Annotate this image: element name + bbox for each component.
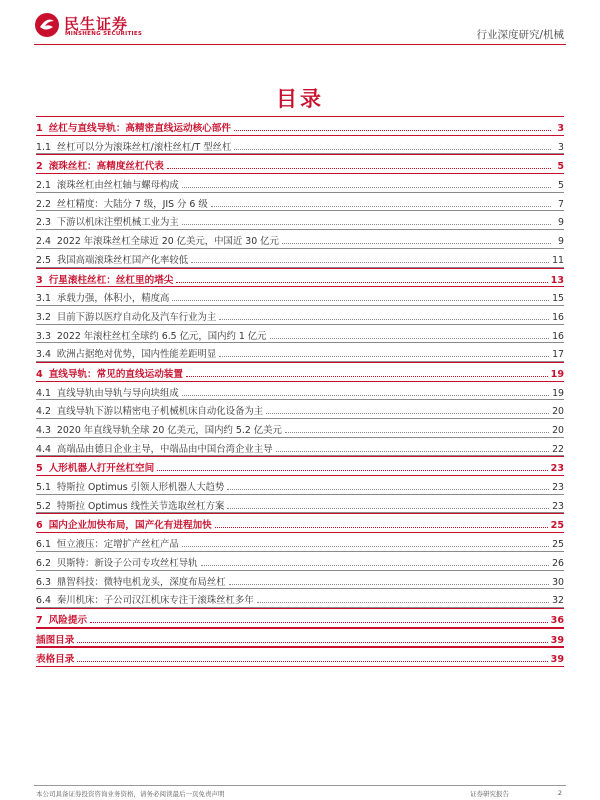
toc-number: 3.1 [36, 293, 51, 305]
toc-section-link[interactable] [36, 154, 564, 174]
toc-number: 2.5 [36, 254, 51, 266]
toc-section-link[interactable] [36, 628, 564, 648]
toc-leader-dots [176, 282, 547, 283]
toc-leader-dots [257, 602, 549, 603]
toc-page-number: 25 [550, 520, 564, 532]
toc-number: 7 [36, 614, 43, 626]
toc-number: 2.4 [36, 236, 51, 248]
toc-subsection-link[interactable] [36, 533, 564, 552]
toc-title: 丝杠与直线导轨：高精密直线运动核心部件 [48, 123, 231, 134]
toc-number: 4.1 [36, 387, 51, 399]
toc-page-number: 15 [552, 293, 564, 305]
toc-subsection-link[interactable] [36, 287, 564, 306]
toc-subsection-link[interactable] [36, 343, 564, 362]
toc-page-number: 39 [550, 634, 564, 646]
toc-number: 5.2 [36, 500, 51, 512]
toc-title: 我国高端滚珠丝杠国产化率较低 [56, 254, 189, 266]
toc-subsection-link[interactable] [36, 230, 564, 249]
toc-section-link[interactable] [36, 608, 564, 628]
toc-section-link[interactable] [36, 647, 564, 667]
toc-page-number: 9 [558, 236, 564, 248]
toc-subsection-link[interactable] [36, 552, 564, 571]
toc-leader-dots [201, 565, 550, 566]
toc-number: 6.4 [36, 595, 51, 607]
toc-title: 欧洲占据绝对优势，国内性能差距明显 [56, 349, 217, 361]
toc-page-number: 5 [557, 161, 564, 173]
toc-title: 2020 年直线导轨全球 20 亿美元，国内约 5.2 亿美元 [56, 425, 282, 436]
toc-subsection-link[interactable] [36, 211, 564, 230]
toc-page-number: 39 [550, 654, 564, 666]
toc-leader-dots [282, 243, 551, 244]
toc-number: 5 [36, 463, 43, 475]
brand-name-en: MINSHENG SECURITIES [65, 31, 143, 37]
company-logo [34, 12, 194, 42]
toc-page-number: 3 [558, 141, 564, 153]
toc-title: 丝杠精度：大陆分 7 级，JIS 分 6 级 [56, 198, 208, 210]
toc-page-number: 32 [552, 595, 564, 607]
toc-title: 高端品由德日企业主导，中端品由中国台湾企业主导 [56, 443, 273, 455]
toc-leader-dots [167, 168, 551, 169]
toc-number: 6 [36, 520, 43, 532]
toc-section-link[interactable] [36, 362, 564, 382]
toc-subsection-link[interactable] [36, 495, 564, 514]
toc-title: 行星滚柱丝杠：丝杠里的塔尖 [48, 274, 174, 286]
toc-title: 国内企业加快布局，国产化有进程加快 [48, 520, 212, 532]
toc-number: 3.4 [36, 349, 51, 361]
toc-leader-dots [211, 206, 551, 207]
toc-subsection-link[interactable] [36, 174, 564, 193]
toc-leader-dots [77, 661, 547, 662]
toc-leader-dots [182, 395, 549, 396]
toc-subsection-link[interactable] [36, 438, 564, 457]
toc-title: 直线导轨由导轨与导向块组成 [56, 387, 179, 399]
footer-divider [34, 785, 566, 786]
toc-page-number: 23 [550, 463, 564, 475]
toc-leader-dots [285, 432, 549, 433]
toc-title: 滚珠丝杠：高精度丝杠代表 [48, 161, 164, 173]
toc-title: 直线导轨：常见的直线运动装置 [48, 368, 183, 380]
toc-subsection-link[interactable] [36, 249, 564, 268]
toc-number: 4 [36, 368, 43, 380]
toc-number: 1.1 [36, 141, 51, 153]
toc-number: 3.3 [36, 330, 51, 342]
toc-title: 2022 年滚柱丝杠全球约 6.5 亿元，国内约 1 亿元 [56, 330, 267, 342]
toc-page-number: 23 [552, 482, 564, 494]
toc-page-number: 19 [550, 368, 564, 380]
toc-leader-dots [270, 338, 550, 339]
toc-number: 3.2 [36, 311, 51, 323]
toc-leader-dots [90, 622, 548, 623]
toc-page-number: 25 [552, 539, 564, 551]
toc-leader-dots [219, 356, 549, 357]
toc-number: 4.4 [36, 443, 51, 455]
toc-page-number: 9 [558, 217, 564, 229]
toc-page-number: 11 [552, 254, 564, 266]
header-divider [34, 44, 566, 45]
toc-leader-dots [215, 527, 548, 528]
toc-title: 恒立液压：定增扩产丝杠产品 [56, 539, 179, 551]
toc-title: 承载力强，体积小，精度高 [56, 293, 170, 305]
toc-page-number: 13 [550, 274, 564, 286]
toc-title: 贝斯特：新设子公司专攻丝杠导轨 [56, 557, 198, 569]
toc-leader-dots [182, 224, 551, 225]
toc-subsection-link[interactable] [36, 476, 564, 495]
toc-leader-dots [234, 130, 551, 131]
toc-page-number: 30 [552, 576, 564, 588]
toc-page-number: 20 [552, 406, 564, 418]
toc-title: 表格目录 [36, 654, 75, 666]
toc-section-link[interactable] [36, 456, 564, 476]
toc-number: 1 [36, 123, 43, 134]
toc-leader-dots [182, 546, 549, 547]
toc-number: 4.3 [36, 425, 51, 436]
toc-page-number: 36 [550, 614, 564, 626]
toc-leader-dots [77, 642, 547, 643]
toc-page-number: 22 [552, 443, 564, 455]
toc-title: 秦川机床：子公司汉江机床专注于滚珠丝杠多年 [56, 595, 254, 607]
toc-section-link[interactable] [36, 116, 564, 136]
toc-leader-dots [157, 470, 547, 471]
toc-subsection-link[interactable] [36, 306, 564, 325]
page-title: 目录 [276, 87, 324, 111]
toc-number: 4.2 [36, 406, 51, 418]
toc-page-number: 3 [557, 123, 564, 134]
toc-title: 鼎智科技：微特电机龙头，深度布局丝杠 [56, 576, 226, 588]
toc-title: 丝杠可以分为滚珠丝杠/滚柱丝杠/T 型丝杠 [56, 141, 232, 153]
toc-number: 6.2 [36, 557, 51, 569]
toc-page-number: 5 [558, 180, 564, 192]
toc-subsection-link[interactable] [36, 419, 564, 438]
toc-page-number: 20 [552, 425, 564, 436]
minsheng-logo-icon [34, 12, 60, 38]
toc-title: 人形机器人打开丝杠空间 [48, 463, 155, 475]
toc-leader-dots [227, 489, 549, 490]
toc-leader-dots [229, 584, 549, 585]
toc-page-number: 19 [552, 387, 564, 399]
toc-page-number: 26 [552, 557, 564, 569]
toc-title: 2022 年滚珠丝杠全球近 20 亿美元，中国近 30 亿元 [56, 236, 279, 248]
toc-number: 6.1 [36, 539, 51, 551]
toc-leader-dots [234, 149, 551, 150]
footer-page-number: 2 [557, 789, 562, 797]
toc-leader-dots [182, 187, 551, 188]
toc-title: 目前下游以医疗自动化及汽车行业为主 [56, 311, 217, 323]
toc-leader-dots [219, 319, 549, 320]
toc-leader-dots [276, 451, 550, 452]
toc-number: 3 [36, 274, 43, 286]
toc-number: 2.1 [36, 180, 51, 192]
toc-leader-dots [191, 262, 549, 263]
toc-number: 2.2 [36, 198, 51, 210]
toc-page-number: 16 [552, 330, 564, 342]
toc-number: 2 [36, 161, 43, 173]
report-category: 行业深度研究/机械 [476, 29, 564, 41]
table-of-contents [36, 116, 564, 667]
toc-subsection-link[interactable] [36, 589, 564, 608]
toc-page-number: 7 [558, 198, 564, 210]
toc-subsection-link[interactable] [36, 382, 564, 401]
toc-leader-dots [227, 508, 549, 509]
toc-section-link[interactable] [36, 513, 564, 533]
toc-title: 直线导轨下游以精密电子机械机床自动化设备为主 [56, 406, 264, 418]
toc-subsection-link[interactable] [36, 136, 564, 155]
toc-subsection-link[interactable] [36, 571, 564, 590]
brand-name-cn: 民生证券 [64, 15, 129, 33]
toc-title: 滚珠丝杠由丝杠轴与螺母构成 [56, 180, 179, 192]
toc-page-number: 17 [552, 349, 564, 361]
toc-number: 5.1 [36, 482, 51, 494]
toc-title: 下游以机床注塑机械工业为主 [56, 217, 179, 229]
footer-disclaimer: 本公司具备证券投资咨询业务资格，请务必阅读最后一页免责声明 [36, 790, 225, 798]
toc-page-number: 16 [552, 311, 564, 323]
toc-leader-dots [172, 300, 549, 301]
toc-leader-dots [186, 376, 548, 377]
toc-title: 特斯拉 Optimus 线性关节选取丝杠方案 [56, 500, 225, 512]
toc-subsection-link[interactable] [36, 400, 564, 419]
toc-subsection-link[interactable] [36, 325, 564, 344]
toc-title: 风险提示 [48, 614, 88, 626]
toc-title: 插图目录 [36, 634, 75, 646]
toc-subsection-link[interactable] [36, 193, 564, 212]
footer-report-type: 证券研究报告 [470, 790, 509, 798]
toc-page-number: 23 [552, 500, 564, 512]
toc-leader-dots [266, 413, 549, 414]
toc-number: 6.3 [36, 576, 51, 588]
toc-title: 特斯拉 Optimus 引领人形机器人大趋势 [56, 482, 225, 494]
toc-section-link[interactable] [36, 268, 564, 288]
toc-number: 2.3 [36, 217, 51, 229]
